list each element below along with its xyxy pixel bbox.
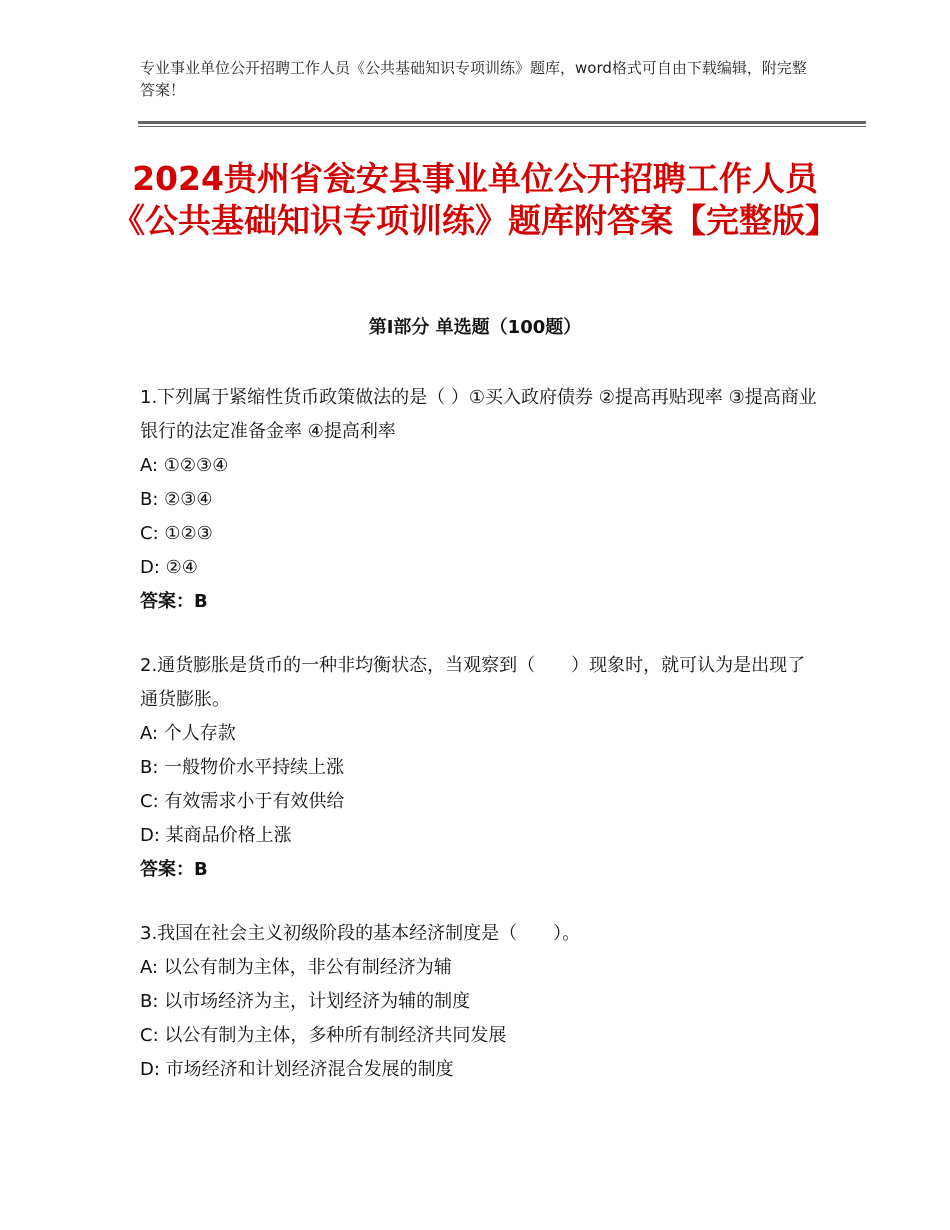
section-title: 第Ⅰ部分 单选题（100题）: [368, 317, 582, 338]
answer: 答案：B: [140, 591, 208, 612]
question-1: [140, 381, 820, 619]
question-2: [140, 649, 820, 887]
header-divider-thin: [138, 126, 866, 127]
question-stem: 1.下列属于紧缩性货币政策做法的是（ ）①买入政府债券 ②提高再贴现率 ③提高商业银行的法定准备金率 ④提高利率: [140, 387, 817, 442]
document-title: 2024贵州省瓮安县事业单位公开招聘工作人员《公共基础知识专项训练》题库附答案【完整版】: [112, 159, 838, 240]
option-d: D: ②④: [140, 557, 198, 578]
answer: 答案：B: [140, 859, 208, 880]
option-a: A: 以公有制为主体，非公有制经济为辅: [140, 957, 452, 978]
question-list: [140, 381, 820, 1087]
question-stem: 2.通货膨胀是货币的一种非均衡状态，当观察到（ ）现象时，就可认为是出现了通货膨胀。: [140, 655, 806, 710]
option-c: C: ①②③: [140, 523, 213, 544]
header-note: 专业事业单位公开招聘工作人员《公共基础知识专项训练》题库，word格式可自由下载编辑，附完整答案！: [140, 59, 807, 99]
option-b: B: 一般物价水平持续上涨: [140, 757, 345, 778]
option-d: D: 市场经济和计划经济混合发展的制度: [140, 1059, 454, 1080]
header-divider-thick: [138, 121, 866, 124]
option-a: A: ①②③④: [140, 455, 229, 476]
option-c: C: 有效需求小于有效供给: [140, 791, 345, 812]
option-d: D: 某商品价格上涨: [140, 825, 292, 846]
question-stem: 3.我国在社会主义初级阶段的基本经济制度是（ ）。: [140, 923, 581, 944]
question-3: [140, 917, 820, 1087]
option-b: B: ②③④: [140, 489, 213, 510]
option-a: A: 个人存款: [140, 723, 236, 744]
option-b: B: 以市场经济为主，计划经济为辅的制度: [140, 991, 471, 1012]
option-c: C: 以公有制为主体，多种所有制经济共同发展: [140, 1025, 507, 1046]
